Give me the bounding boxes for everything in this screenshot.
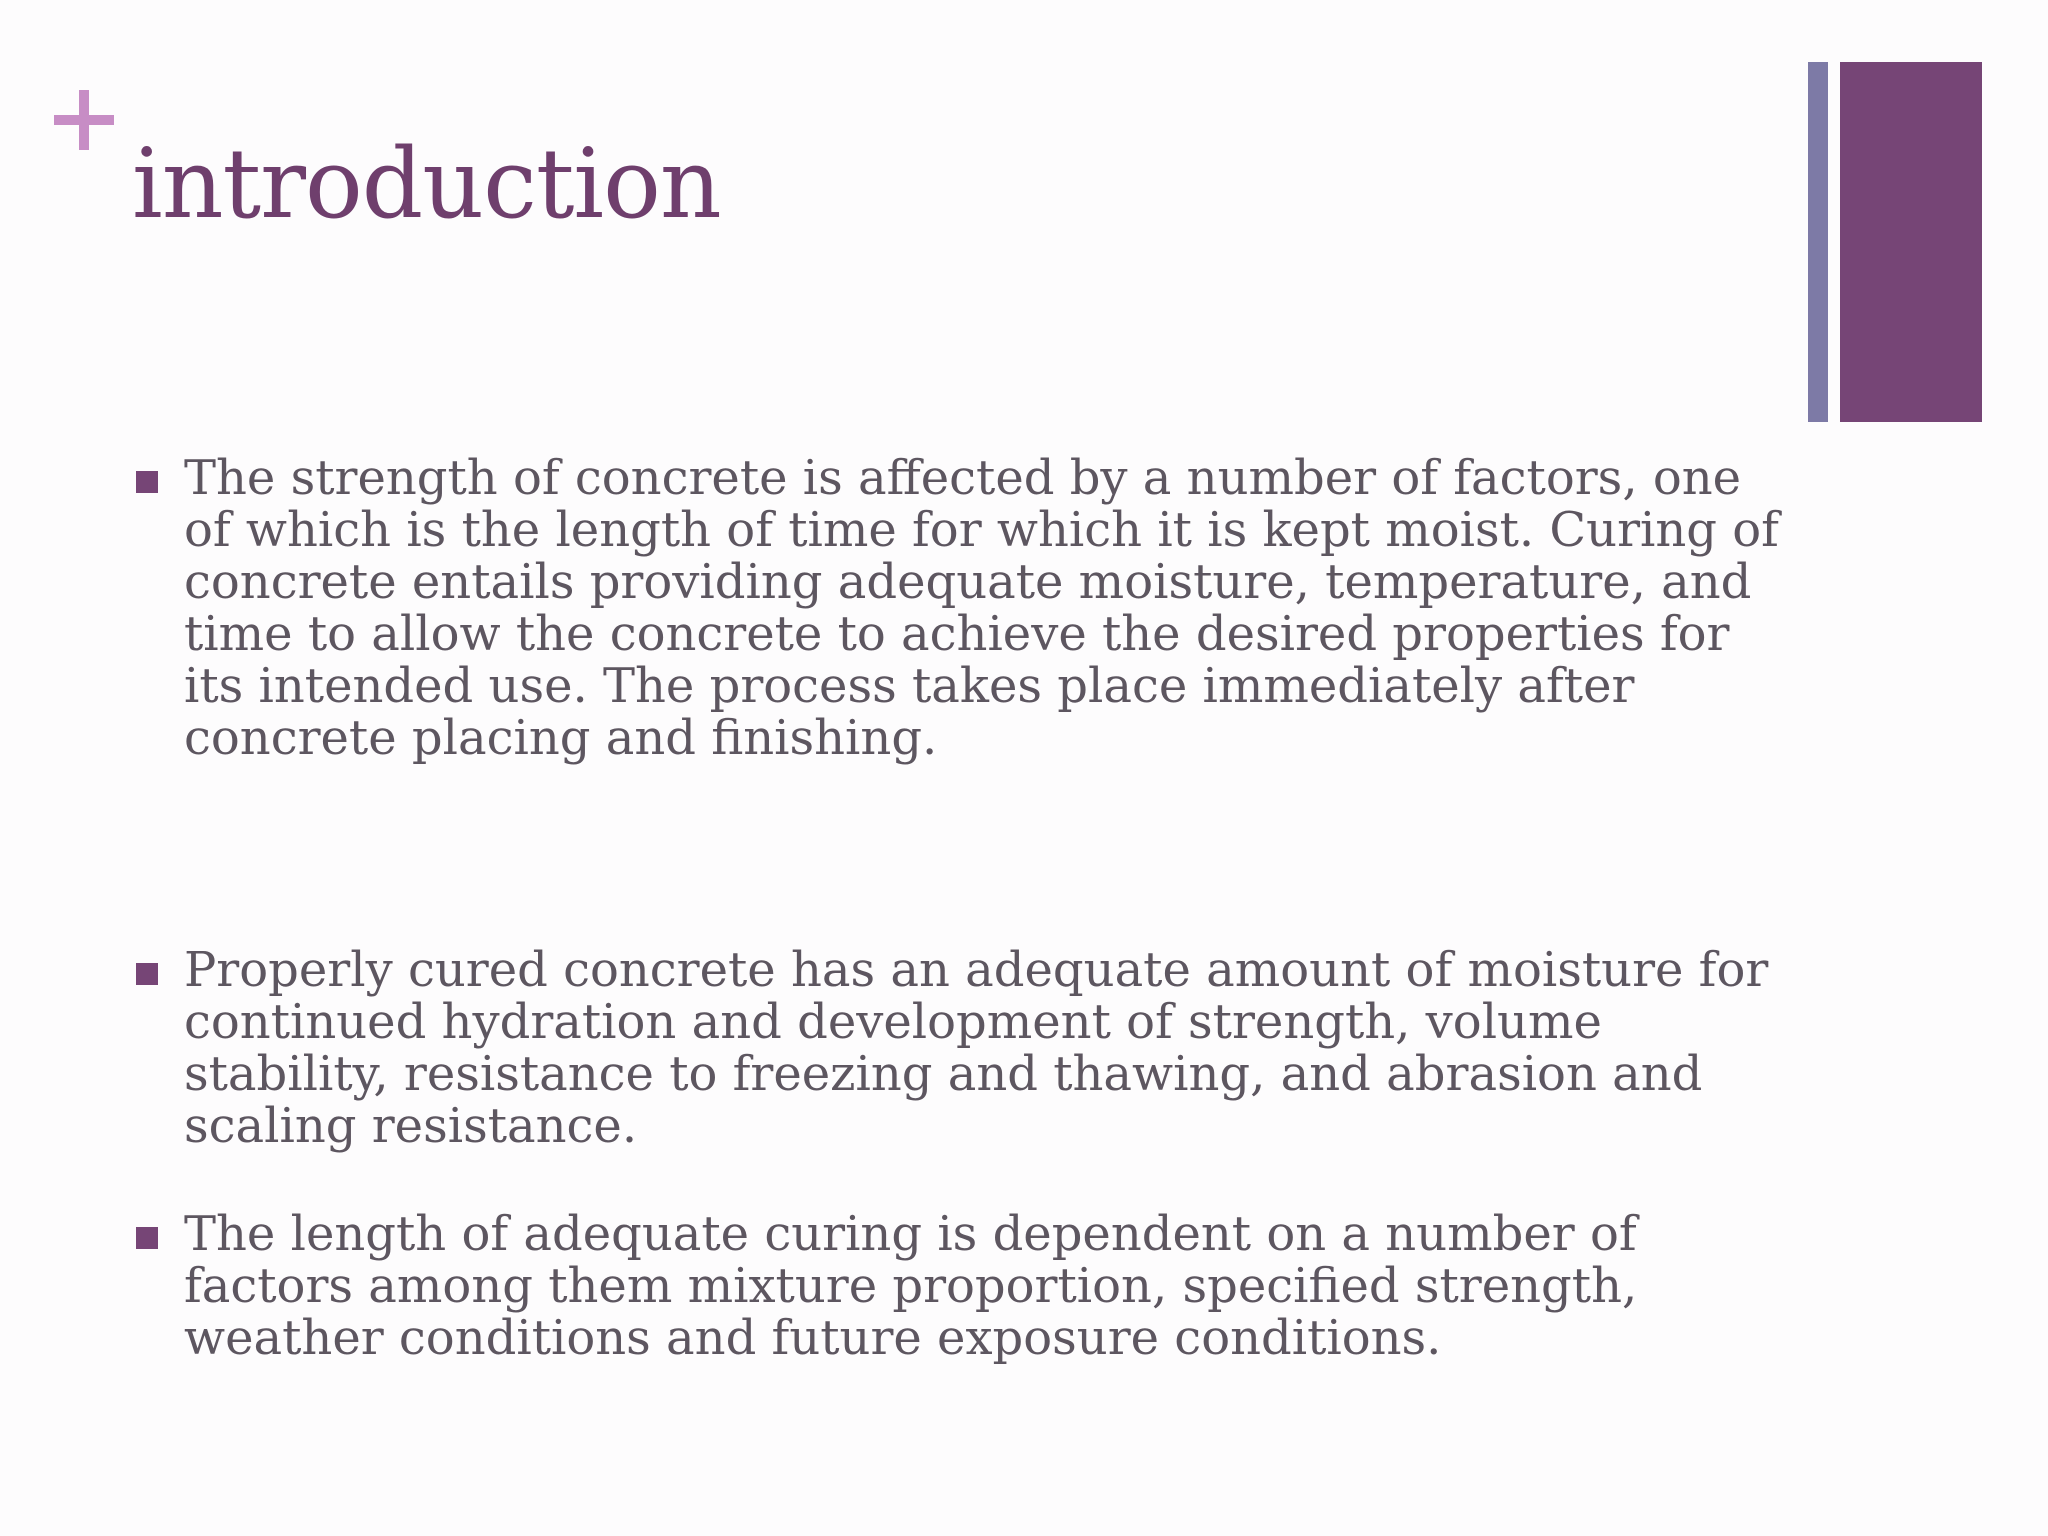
plus-icon — [54, 90, 114, 150]
bullet-item — [134, 944, 1794, 1152]
slide-title: introduction — [132, 128, 721, 240]
square-bullet-icon — [136, 963, 158, 985]
bullet-item — [134, 1208, 1794, 1364]
bullet-text: Properly cured concrete has an adequate amount of moisture for continued hydration and development of strength, volume stability, resistance to freezing and thawing, and abrasion and scaling resistance. — [184, 942, 1769, 1154]
accent-bar-thin — [1808, 62, 1828, 422]
accent-bar-thick — [1840, 62, 1982, 422]
bullet-text: The length of adequate curing is dependent on a number of factors among them mixture proportion, specified strength, weather conditions and future exposure conditions. — [184, 1206, 1638, 1366]
bullet-item — [134, 452, 1794, 764]
square-bullet-icon — [136, 471, 158, 493]
bullet-text: The strength of concrete is affected by a number of factors, one of which is the length of time for which it is kept moist. Curing of concrete entails providing adequate moisture, temperature, and time to allow the concrete to achieve the desired properties for its intended use. The process takes place immediately after concrete placing and finishing. — [184, 450, 1779, 766]
bullet-list — [134, 452, 1794, 1364]
square-bullet-icon — [136, 1227, 158, 1249]
